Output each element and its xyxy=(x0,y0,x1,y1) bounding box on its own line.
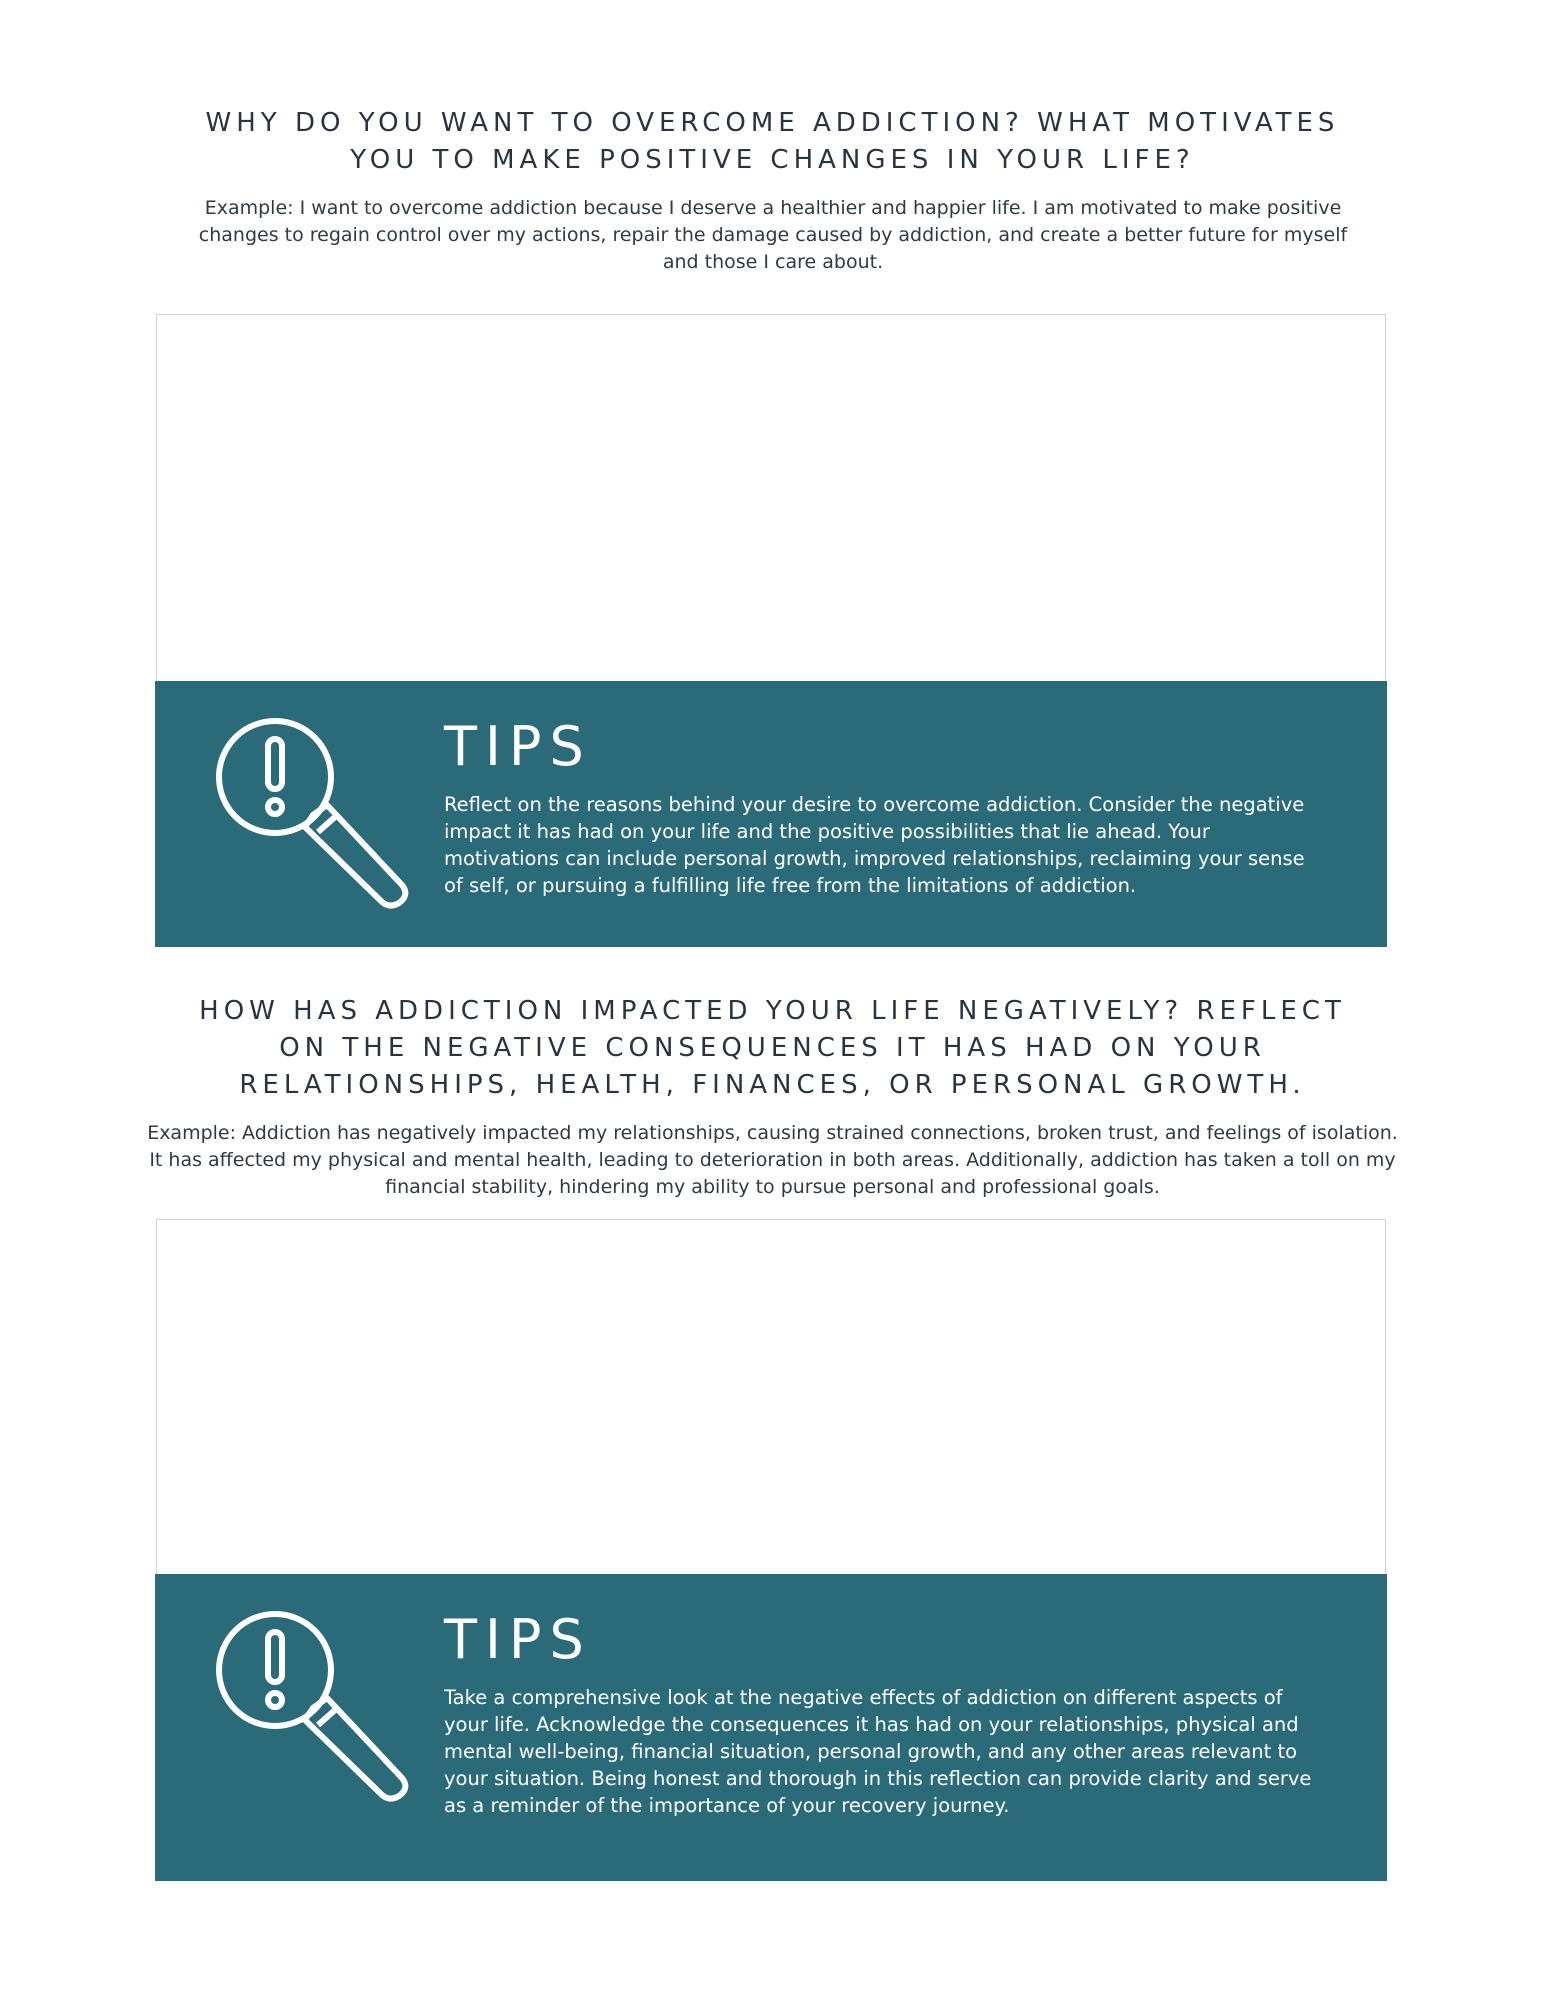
question-2-heading: HOW HAS ADDICTION IMPACTED YOUR LIFE NEGATIVELY? REFLECT ON THE NEGATIVE CONSEQUENCES IT HAS HAD ON YOUR RELATIONSHIPS, HEALTH, FINANCES, OR PERSONAL GROWTH. xyxy=(199,996,1346,1100)
question-1-heading: WHY DO YOU WANT TO OVERCOME ADDICTION? WHAT MOTIVATES YOU TO MAKE POSITIVE CHANGES IN YOUR LIFE? xyxy=(205,108,1340,175)
tips-body-2: Take a comprehensive look at the negative effects of addiction on different aspects of your life. Acknowledge the consequences it has had on your relationships, physical and mental well-being, financial situation, personal growth, and any other areas relevant to your situation. Being honest and thorough in this reflection can provide clarity and serve as a reminder of the importance of your recovery journey. xyxy=(444,1686,1312,1817)
question-1-example: Example: I want to overcome addiction because I deserve a healthier and happier life. I am motivated to make positive changes to regain control over my actions, repair the damage caused by addiction, and create a better future for myself and those I care about. xyxy=(198,197,1348,273)
tips-title-2: TIPS xyxy=(444,1608,592,1671)
tips-body-1: Reflect on the reasons behind your desire to overcome addiction. Consider the negative impact it has had on your life and the positive possibilities that lie ahead. Your motivations can include personal growth, improved relationships, reclaiming your sense of self, or pursuing a fulfilling life free from the limitations of addiction. xyxy=(444,793,1305,897)
answer-box-1[interactable] xyxy=(156,314,1386,681)
answer-box-2[interactable] xyxy=(156,1219,1386,1574)
tips-title-1: TIPS xyxy=(444,715,592,778)
tips-panel-2 xyxy=(155,1574,1387,1881)
question-2-example: Example: Addiction has negatively impacted my relationships, causing strained connections, broken trust, and feelings of isolation. It has affected my physical and mental health, leading to deterioration in both areas. Additionally, addiction has taken a toll on my financial stability, hindering my ability to pursue personal and professional goals. xyxy=(147,1122,1398,1198)
magnifier-exclamation-icon xyxy=(215,717,415,917)
magnifier-exclamation-icon xyxy=(215,1610,415,1810)
tips-panel-1 xyxy=(155,681,1387,947)
